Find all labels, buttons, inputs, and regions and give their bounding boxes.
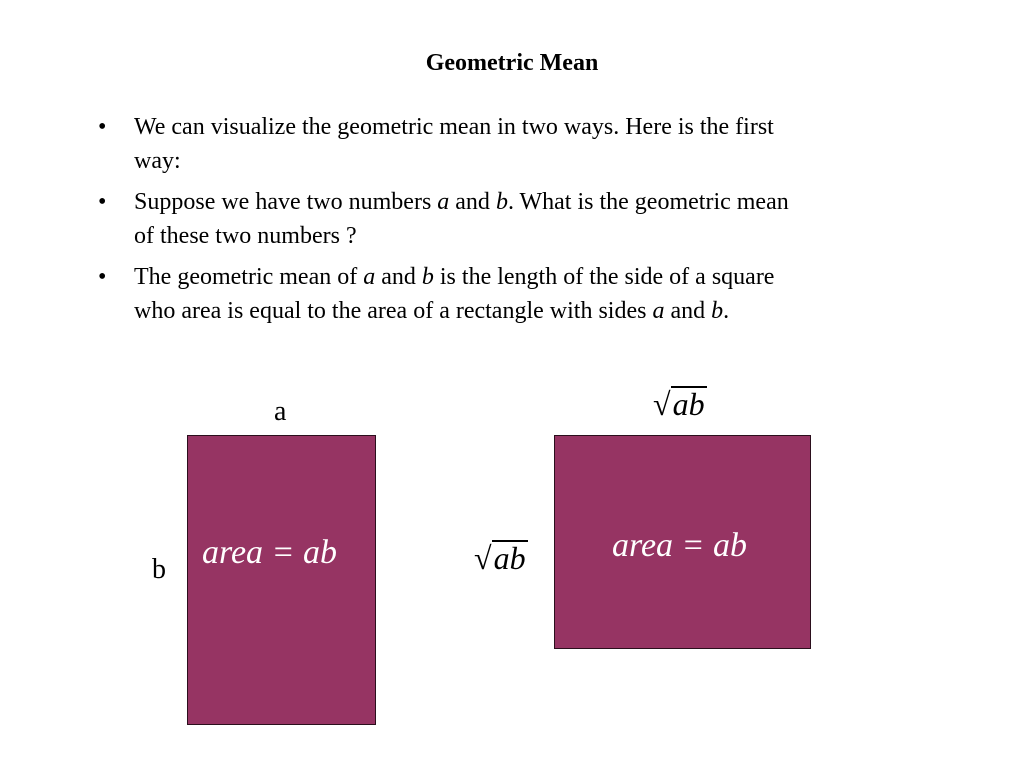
- text-run: .: [723, 298, 730, 324]
- text-run: and: [375, 264, 422, 290]
- text-run: and: [664, 298, 712, 324]
- bullet-1-line-2: way:: [134, 148, 181, 174]
- variable-b: b: [421, 264, 434, 290]
- variable-a: a: [363, 264, 376, 290]
- rectangle-shape: [187, 435, 376, 725]
- radical-symbol: √: [653, 386, 671, 422]
- bullet-marker: •: [98, 264, 107, 290]
- bullet-2-line-2: of these two numbers ?: [134, 223, 357, 249]
- bullet-marker: •: [98, 114, 107, 140]
- text-run: . What is the geometric mean: [507, 189, 789, 215]
- square-width-label: [653, 386, 707, 423]
- text-run: who area is equal to the area of a rectangle with sides: [134, 298, 653, 324]
- bullet-3-line-2: [134, 294, 934, 328]
- bullet-2-line-1: [134, 185, 934, 219]
- bullet-1-line-1: We can visualize the geometric mean in two ways. Here is the first: [134, 114, 774, 140]
- variable-a: a: [652, 298, 665, 324]
- rectangle-area-formula: area = ab: [202, 534, 338, 571]
- bullet-marker: •: [98, 189, 107, 215]
- slide-title: Geometric Mean: [425, 50, 599, 76]
- rectangle-height-label: b: [152, 554, 166, 585]
- variable-a: a: [437, 189, 450, 215]
- radical-symbol: √: [474, 540, 492, 576]
- square-height-label: [474, 540, 528, 577]
- square-shape: [554, 435, 811, 649]
- radicand: ab: [493, 540, 526, 576]
- radicand: ab: [672, 386, 705, 422]
- variable-b: b: [495, 189, 508, 215]
- bullet-3-line-1: [134, 260, 934, 294]
- variable-b: b: [711, 298, 724, 324]
- square-area-formula: area = ab: [612, 527, 748, 564]
- text-run: Suppose we have two numbers: [134, 189, 438, 215]
- text-run: The geometric mean of: [134, 264, 364, 290]
- text-run: and: [449, 189, 496, 215]
- text-run: is the length of the side of a square: [433, 264, 775, 290]
- rectangle-width-label: a: [274, 396, 287, 427]
